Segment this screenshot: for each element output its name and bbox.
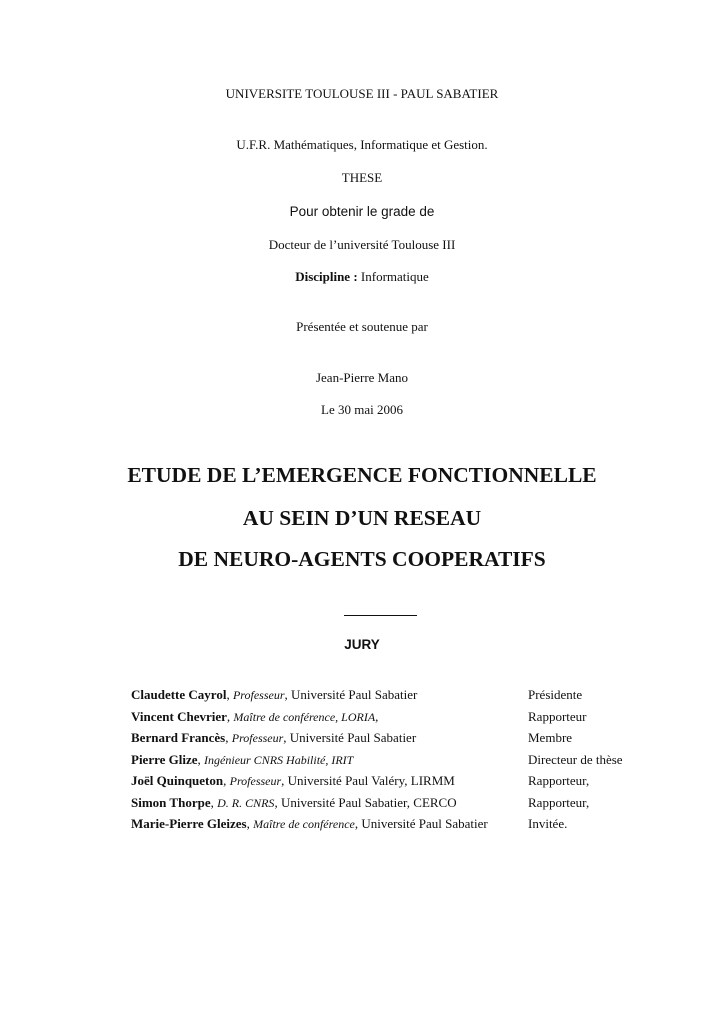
jury-member-row bbox=[131, 772, 651, 794]
jury-member-affiliation: , Université Paul Sabatier bbox=[283, 730, 417, 745]
jury-member-title: Maître de conférence bbox=[253, 817, 355, 831]
jury-member-affiliation: , Université Paul Sabatier bbox=[284, 687, 418, 702]
jury-member-row bbox=[131, 794, 651, 816]
jury-member-title: Ingénieur CNRS Habilité, IRIT bbox=[204, 752, 354, 767]
jury-member-info bbox=[131, 815, 488, 833]
jury-member-role: Présidente bbox=[528, 687, 583, 702]
jury-member-role: Invitée. bbox=[528, 816, 568, 831]
ufr-line: U.F.R. Mathématiques, Informatique et Gestion. bbox=[236, 137, 488, 152]
jury-member-affiliation: , bbox=[375, 708, 379, 724]
jury-member-role: Membre bbox=[528, 730, 573, 745]
jury-member-title: Professeur bbox=[231, 731, 284, 745]
jury-member-role: Rapporteur, bbox=[528, 794, 590, 810]
jury-member-title: D. R. CNRS bbox=[217, 795, 275, 810]
jury-member-name: Vincent Chevrier bbox=[131, 708, 227, 724]
jury-member-name: Pierre Glize bbox=[131, 751, 198, 767]
jury-heading: JURY bbox=[344, 637, 380, 652]
thesis-title-line-3: DE NEURO-AGENTS COOPERATIFS bbox=[178, 547, 546, 571]
university-line: UNIVERSITE TOULOUSE III - PAUL SABATIER bbox=[225, 86, 499, 101]
thesis-title-line-2: AU SEIN D’UN RESEAU bbox=[242, 506, 482, 530]
jury-member-info bbox=[131, 708, 378, 726]
doc-type: THESE bbox=[341, 170, 383, 185]
jury-member-row bbox=[131, 686, 651, 708]
jury-member-separator: , bbox=[210, 794, 218, 810]
jury-member-separator: , bbox=[225, 730, 232, 745]
jury-member-title: Professeur bbox=[232, 688, 285, 702]
jury-member-row bbox=[131, 708, 651, 730]
jury-member-info bbox=[131, 729, 416, 747]
defense-date: Le 30 mai 2006 bbox=[321, 402, 403, 417]
purpose-line: Pour obtenir le grade de bbox=[289, 204, 435, 219]
jury-member-separator: , bbox=[226, 687, 233, 702]
jury-member-title: Professeur bbox=[229, 774, 282, 788]
degree-line: Docteur de l’université Toulouse III bbox=[268, 237, 456, 252]
jury-member-info bbox=[131, 772, 455, 790]
author-name: Jean-Pierre Mano bbox=[315, 370, 409, 385]
jury-member-name: Simon Thorpe bbox=[131, 794, 211, 810]
jury-member-name: Joël Quinqueton bbox=[131, 773, 224, 788]
jury-member-affiliation: , Université Paul Sabatier bbox=[354, 816, 488, 831]
jury-member-separator: , bbox=[223, 773, 230, 788]
separator-rule bbox=[344, 615, 417, 616]
discipline-line bbox=[0, 269, 724, 285]
jury-member-name: Claudette Cayrol bbox=[131, 687, 227, 702]
jury-member-row bbox=[131, 815, 651, 837]
jury-member-row bbox=[131, 729, 651, 751]
discipline-label: Discipline : bbox=[295, 269, 358, 284]
jury-member-affiliation: , Université Paul Valéry, LIRMM bbox=[281, 773, 455, 788]
jury-member-name: Marie-Pierre Gleizes bbox=[131, 816, 247, 831]
jury-member-info bbox=[131, 751, 353, 769]
jury-member-title: Maître de conférence, LORIA bbox=[233, 709, 376, 724]
jury-member-separator: , bbox=[246, 816, 254, 831]
thesis-title-line-1: ETUDE DE L’EMERGENCE FONCTIONNELLE bbox=[127, 463, 597, 487]
jury-member-info bbox=[131, 686, 417, 704]
jury-member-separator: , bbox=[226, 708, 234, 724]
jury-member-info bbox=[131, 794, 457, 812]
jury-member-separator: , bbox=[197, 751, 205, 767]
jury-member-row bbox=[131, 751, 651, 773]
jury-list bbox=[131, 686, 651, 837]
presented-by-line: Présentée et soutenue par bbox=[296, 319, 428, 334]
jury-member-role: Rapporteur, bbox=[528, 773, 590, 788]
jury-member-role: Directeur de thèse bbox=[528, 751, 623, 767]
jury-member-role: Rapporteur bbox=[528, 708, 587, 724]
discipline-value: Informatique bbox=[360, 269, 429, 284]
jury-member-name: Bernard Francès bbox=[131, 730, 226, 745]
jury-member-affiliation: , Université Paul Sabatier, CERCO bbox=[274, 794, 457, 810]
